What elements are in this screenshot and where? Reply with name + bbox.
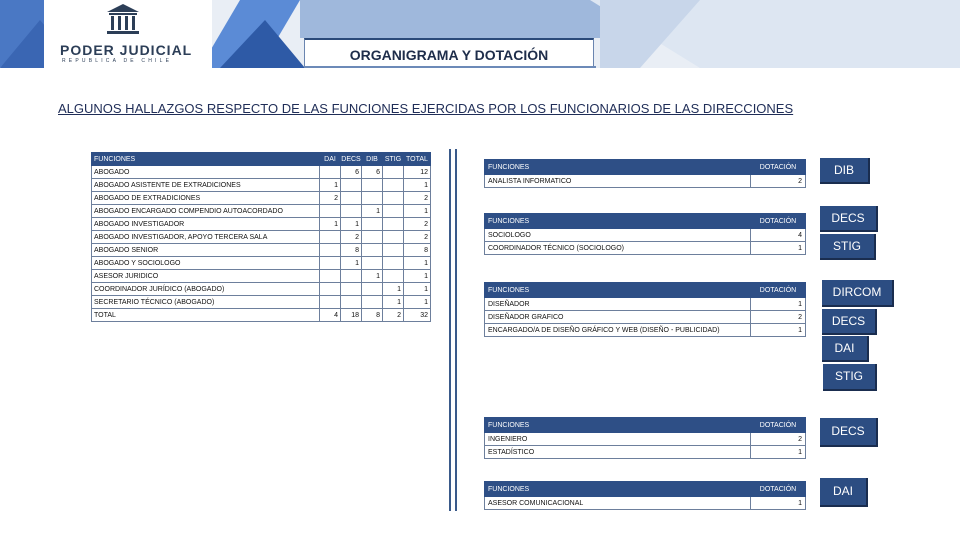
function-cell: COORDINADOR JURÍDICO (ABOGADO) — [92, 283, 320, 296]
tag-dib: DIB — [820, 158, 870, 184]
function-cell: ESTADÍSTICO — [485, 446, 751, 459]
tag-stig: STIG — [823, 364, 877, 391]
function-cell: ANALISTA INFORMATICO — [485, 175, 751, 188]
count-cell — [383, 257, 404, 270]
column-header: FUNCIONES — [485, 418, 751, 433]
count-cell — [383, 270, 404, 283]
count-cell: 1 — [383, 283, 404, 296]
staffing-cell: 4 — [751, 229, 806, 242]
table-row — [92, 244, 431, 257]
count-cell: 1 — [362, 205, 383, 218]
table-row — [485, 311, 806, 324]
function-cell: SOCIOLOGO — [485, 229, 751, 242]
column-header: STIG — [383, 153, 404, 166]
count-cell — [341, 205, 362, 218]
count-cell: 2 — [383, 309, 404, 322]
staffing-cell: 2 — [751, 311, 806, 324]
count-cell — [383, 218, 404, 231]
column-header: DIB — [362, 153, 383, 166]
page-title: ORGANIGRAMA Y DOTACIÓN — [304, 38, 594, 68]
count-cell: 18 — [341, 309, 362, 322]
table-row — [485, 497, 806, 510]
tag-dai: DAI — [822, 336, 869, 362]
column-header: DOTACIÓN — [751, 214, 806, 229]
staffing-cell: 1 — [751, 298, 806, 311]
count-cell — [362, 283, 383, 296]
staffing-cell: 1 — [751, 242, 806, 255]
column-header: FUNCIONES — [485, 283, 751, 298]
function-cell: ABOGADO Y SOCIOLOGO — [92, 257, 320, 270]
tag-stig: STIG — [820, 234, 876, 260]
table-row — [92, 283, 431, 296]
table-header-row — [485, 283, 806, 298]
count-cell: 1 — [341, 257, 362, 270]
function-cell: DISEÑADOR GRAFICO — [485, 311, 751, 324]
column-header: DECS — [341, 153, 362, 166]
column-header: DOTACIÓN — [751, 418, 806, 433]
count-cell — [362, 231, 383, 244]
function-cell: ABOGADO INVESTIGADOR, APOYO TERCERA SALA — [92, 231, 320, 244]
column-header: DOTACIÓN — [751, 482, 806, 497]
count-cell: 2 — [341, 231, 362, 244]
count-cell — [383, 166, 404, 179]
design-table — [484, 282, 806, 337]
count-cell — [341, 283, 362, 296]
count-cell: 8 — [362, 309, 383, 322]
count-cell: 1 — [320, 218, 341, 231]
vertical-divider — [449, 149, 457, 511]
table-header-row — [485, 418, 806, 433]
table-row — [92, 192, 431, 205]
tag-decs: DECS — [822, 309, 877, 335]
count-cell — [362, 218, 383, 231]
staffing-cell: 1 — [751, 497, 806, 510]
column-header: FUNCIONES — [485, 482, 751, 497]
title-underline — [304, 66, 596, 68]
table-row — [485, 298, 806, 311]
table-header-row — [92, 153, 431, 166]
count-cell: 1 — [404, 257, 431, 270]
count-cell — [320, 283, 341, 296]
function-cell: ASESOR JURIDICO — [92, 270, 320, 283]
column-header: DOTACIÓN — [751, 283, 806, 298]
function-cell: ABOGADO ENCARGADO COMPENDIO AUTOACORDADO — [92, 205, 320, 218]
table-row — [485, 229, 806, 242]
brand-subtitle: REPUBLICA DE CHILE — [62, 58, 173, 64]
count-cell — [320, 231, 341, 244]
function-cell: INGENIERO — [485, 433, 751, 446]
column-header: DAI — [320, 153, 341, 166]
count-cell: 6 — [362, 166, 383, 179]
count-cell — [362, 257, 383, 270]
table-row — [92, 218, 431, 231]
dib-table — [484, 159, 806, 188]
count-cell: 8 — [341, 244, 362, 257]
count-cell — [320, 257, 341, 270]
count-cell: 12 — [404, 166, 431, 179]
table-row — [485, 324, 806, 337]
table-row — [92, 205, 431, 218]
function-cell: ABOGADO — [92, 166, 320, 179]
engineering-table — [484, 417, 806, 459]
count-cell — [320, 296, 341, 309]
staffing-cell: 2 — [751, 175, 806, 188]
staffing-cell: 2 — [751, 433, 806, 446]
count-cell — [320, 205, 341, 218]
count-cell: 1 — [341, 218, 362, 231]
table-row — [92, 296, 431, 309]
staffing-cell: 1 — [751, 324, 806, 337]
count-cell: 32 — [404, 309, 431, 322]
count-cell — [320, 166, 341, 179]
staffing-cell: 1 — [751, 446, 806, 459]
count-cell: 2 — [404, 231, 431, 244]
count-cell: 2 — [404, 218, 431, 231]
table-row — [485, 175, 806, 188]
function-cell: COORDINADOR TÉCNICO (SOCIOLOGO) — [485, 242, 751, 255]
count-cell: 4 — [320, 309, 341, 322]
count-cell — [362, 179, 383, 192]
function-cell: ABOGADO DE EXTRADICIONES — [92, 192, 320, 205]
count-cell — [341, 296, 362, 309]
function-cell: ABOGADO SENIOR — [92, 244, 320, 257]
table-row — [92, 231, 431, 244]
column-header: FUNCIONES — [485, 160, 751, 175]
count-cell: 1 — [404, 283, 431, 296]
count-cell: 1 — [404, 270, 431, 283]
tag-dircom: DIRCOM — [822, 280, 894, 307]
table-header-row — [485, 160, 806, 175]
count-cell: 2 — [320, 192, 341, 205]
table-row — [92, 309, 431, 322]
header-banner — [0, 0, 960, 68]
table-row — [485, 242, 806, 255]
count-cell: 1 — [383, 296, 404, 309]
function-cell: DISEÑADOR — [485, 298, 751, 311]
section-subtitle: ALGUNOS HALLAZGOS RESPECTO DE LAS FUNCIONES EJERCIDAS POR LOS FUNCIONARIOS DE LAS DIRECCIONES — [58, 101, 794, 116]
count-cell — [341, 270, 362, 283]
count-cell — [341, 179, 362, 192]
table-row — [92, 179, 431, 192]
count-cell — [383, 205, 404, 218]
function-cell: ABOGADO ASISTENTE DE EXTRADICIONES — [92, 179, 320, 192]
brand-title: PODER JUDICIAL — [60, 42, 193, 58]
function-cell: SECRETARIO TÉCNICO (ABOGADO) — [92, 296, 320, 309]
column-header: TOTAL — [404, 153, 431, 166]
table-header-row — [485, 482, 806, 497]
count-cell: 6 — [341, 166, 362, 179]
count-cell — [362, 192, 383, 205]
column-header: FUNCIONES — [92, 153, 320, 166]
count-cell — [341, 192, 362, 205]
count-cell — [383, 231, 404, 244]
communications-table — [484, 481, 806, 510]
table-row — [92, 270, 431, 283]
count-cell: 1 — [362, 270, 383, 283]
count-cell: 1 — [404, 205, 431, 218]
count-cell — [320, 244, 341, 257]
count-cell — [383, 244, 404, 257]
functions-table — [91, 152, 431, 322]
count-cell: 1 — [404, 179, 431, 192]
count-cell: 8 — [404, 244, 431, 257]
count-cell — [362, 296, 383, 309]
column-header: FUNCIONES — [485, 214, 751, 229]
count-cell: 1 — [320, 179, 341, 192]
function-cell: ABOGADO INVESTIGADOR — [92, 218, 320, 231]
function-cell: ASESOR COMUNICACIONAL — [485, 497, 751, 510]
count-cell — [362, 244, 383, 257]
count-cell — [383, 179, 404, 192]
table-row — [92, 166, 431, 179]
tag-decs: DECS — [820, 418, 878, 447]
table-row — [485, 433, 806, 446]
count-cell — [383, 192, 404, 205]
table-row — [485, 446, 806, 459]
table-header-row — [485, 214, 806, 229]
count-cell: 2 — [404, 192, 431, 205]
tag-decs: DECS — [820, 206, 878, 232]
count-cell — [320, 270, 341, 283]
courthouse-icon — [103, 2, 143, 38]
tag-dai: DAI — [820, 478, 868, 507]
table-row — [92, 257, 431, 270]
column-header: DOTACIÓN — [751, 160, 806, 175]
decs-stig-table — [484, 213, 806, 255]
function-cell: TOTAL — [92, 309, 320, 322]
count-cell: 1 — [404, 296, 431, 309]
function-cell: ENCARGADO/A DE DISEÑO GRÁFICO Y WEB (DISEÑO - PUBLICIDAD) — [485, 324, 751, 337]
